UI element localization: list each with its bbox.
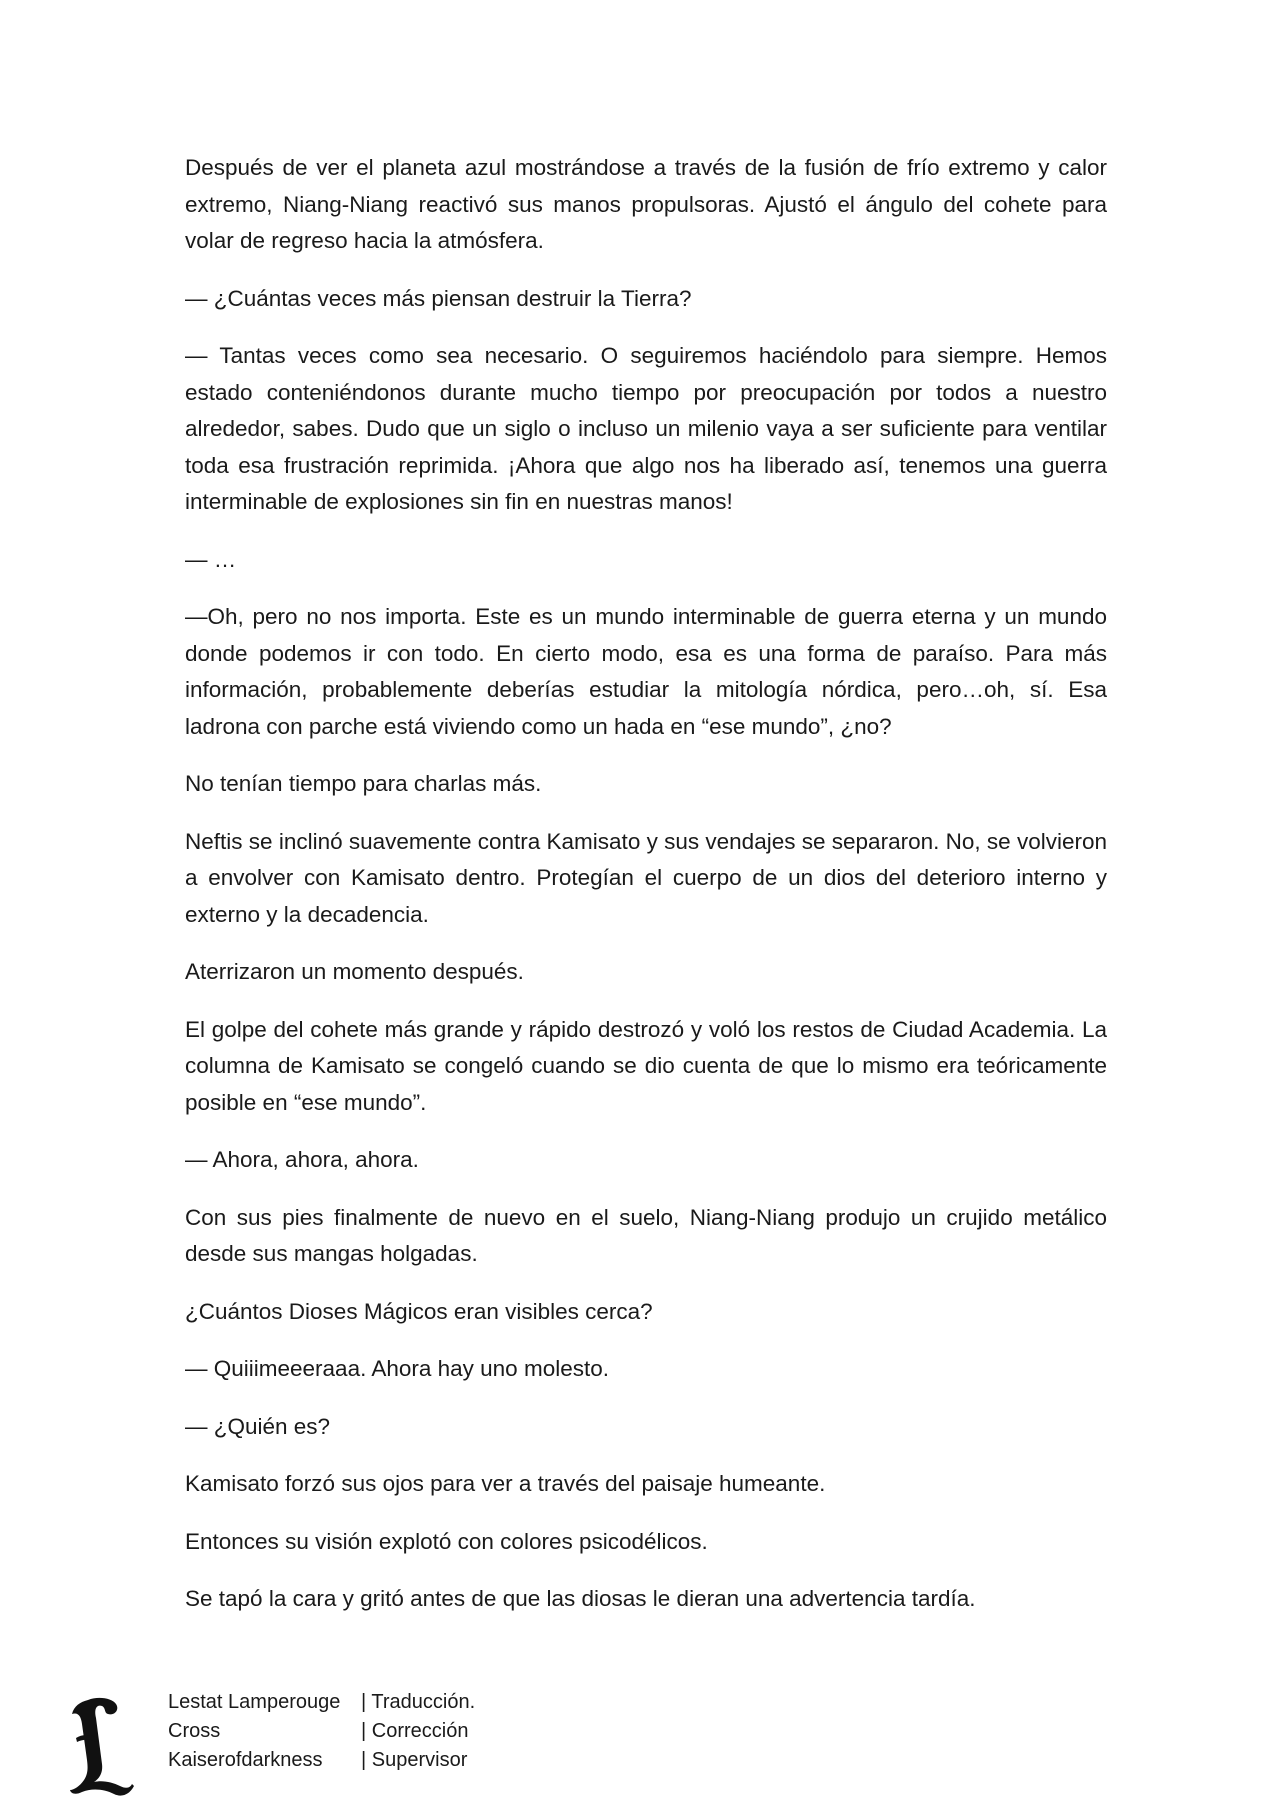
- credits-list: [168, 1688, 475, 1775]
- credit-name: Cross: [168, 1720, 221, 1742]
- paragraph: Con sus pies finalmente de nuevo en el suelo, Niang-Niang produjo un crujido metálico desde sus mangas holgadas.: [185, 1204, 1107, 1266]
- paragraph: Aterrizaron un momento después.: [185, 959, 524, 984]
- credit-row: [168, 1688, 475, 1717]
- credits-footer: [68, 1688, 668, 1800]
- credit-role: | Supervisor: [361, 1749, 468, 1771]
- credit-name: Lestat Lamperouge: [168, 1691, 341, 1713]
- paragraph: Kamisato forzó sus ojos para ver a través del paisaje humeante.: [185, 1471, 826, 1496]
- paragraph: Se tapó la cara y gritó antes de que las diosas le dieran una advertencia tardía.: [185, 1586, 976, 1611]
- paragraph: — ¿Quién es?: [185, 1413, 331, 1439]
- paragraph: — ¿Cuántas veces más piensan destruir la Tierra?: [185, 285, 692, 311]
- paragraph: Neftis se inclinó suavemente contra Kamisato y sus vendajes se separaron. No, se volvieron a envolver con Kamisato dentro. Protegían el cuerpo de un dios del deterioro interno y externo y la decadencia.: [185, 828, 1107, 927]
- credit-role: | Corrección: [361, 1720, 469, 1742]
- document-body: [185, 150, 1107, 1639]
- credit-row: [168, 1717, 475, 1746]
- paragraph: — Tantas veces como sea necesario. O seguiremos haciéndolo para siempre. Hemos estado conteniéndonos durante mucho tiempo por preocupación por todos a nuestro alrededor, sabes. Dudo que un siglo o incluso un milenio vaya a ser suficiente para ventilar toda esa frustración reprimida. ¡Ahora que algo nos ha liberado así, tenemos una guerra interminable de explosiones sin fin en nuestras manos!: [185, 343, 1107, 514]
- paragraph: — Ahora, ahora, ahora.: [185, 1147, 419, 1172]
- paragraph: ¿Cuántos Dioses Mágicos eran visibles cerca?: [185, 1298, 653, 1324]
- credit-row: [168, 1746, 475, 1775]
- paragraph: El golpe del cohete más grande y rápido destrozó y voló los restos de Ciudad Academia. La columna de Kamisato se congeló cuando se dio cuenta de que lo mismo era teóricamente posible en “ese mundo”.: [185, 1016, 1107, 1115]
- blackletter-l-logo-icon: [68, 1694, 134, 1798]
- credit-name: Kaiserofdarkness: [168, 1749, 323, 1771]
- paragraph: No tenían tiempo para charlas más.: [185, 771, 542, 796]
- paragraph: — …: [185, 546, 237, 572]
- paragraph: Después de ver el planeta azul mostrándose a través de la fusión de frío extremo y calor extremo, Niang-Niang reactivó sus manos propulsoras. Ajustó el ángulo del cohete para volar de regreso hacia la atmósfera.: [185, 155, 1107, 253]
- paragraph: — Quiiimeeeraaa. Ahora hay uno molesto.: [185, 1356, 609, 1381]
- credit-role: | Traducción.: [361, 1691, 476, 1713]
- paragraph: —Oh, pero no nos importa. Este es un mundo interminable de guerra eterna y un mundo donde podemos ir con todo. En cierto modo, esa es una forma de paraíso. Para más información, probablemente deberías estudiar la mitología nórdica, pero…oh, sí. Esa ladrona con parche está viviendo como un hada en “ese mundo”, ¿no?: [185, 604, 1107, 739]
- paragraph: Entonces su visión explotó con colores psicodélicos.: [185, 1528, 708, 1554]
